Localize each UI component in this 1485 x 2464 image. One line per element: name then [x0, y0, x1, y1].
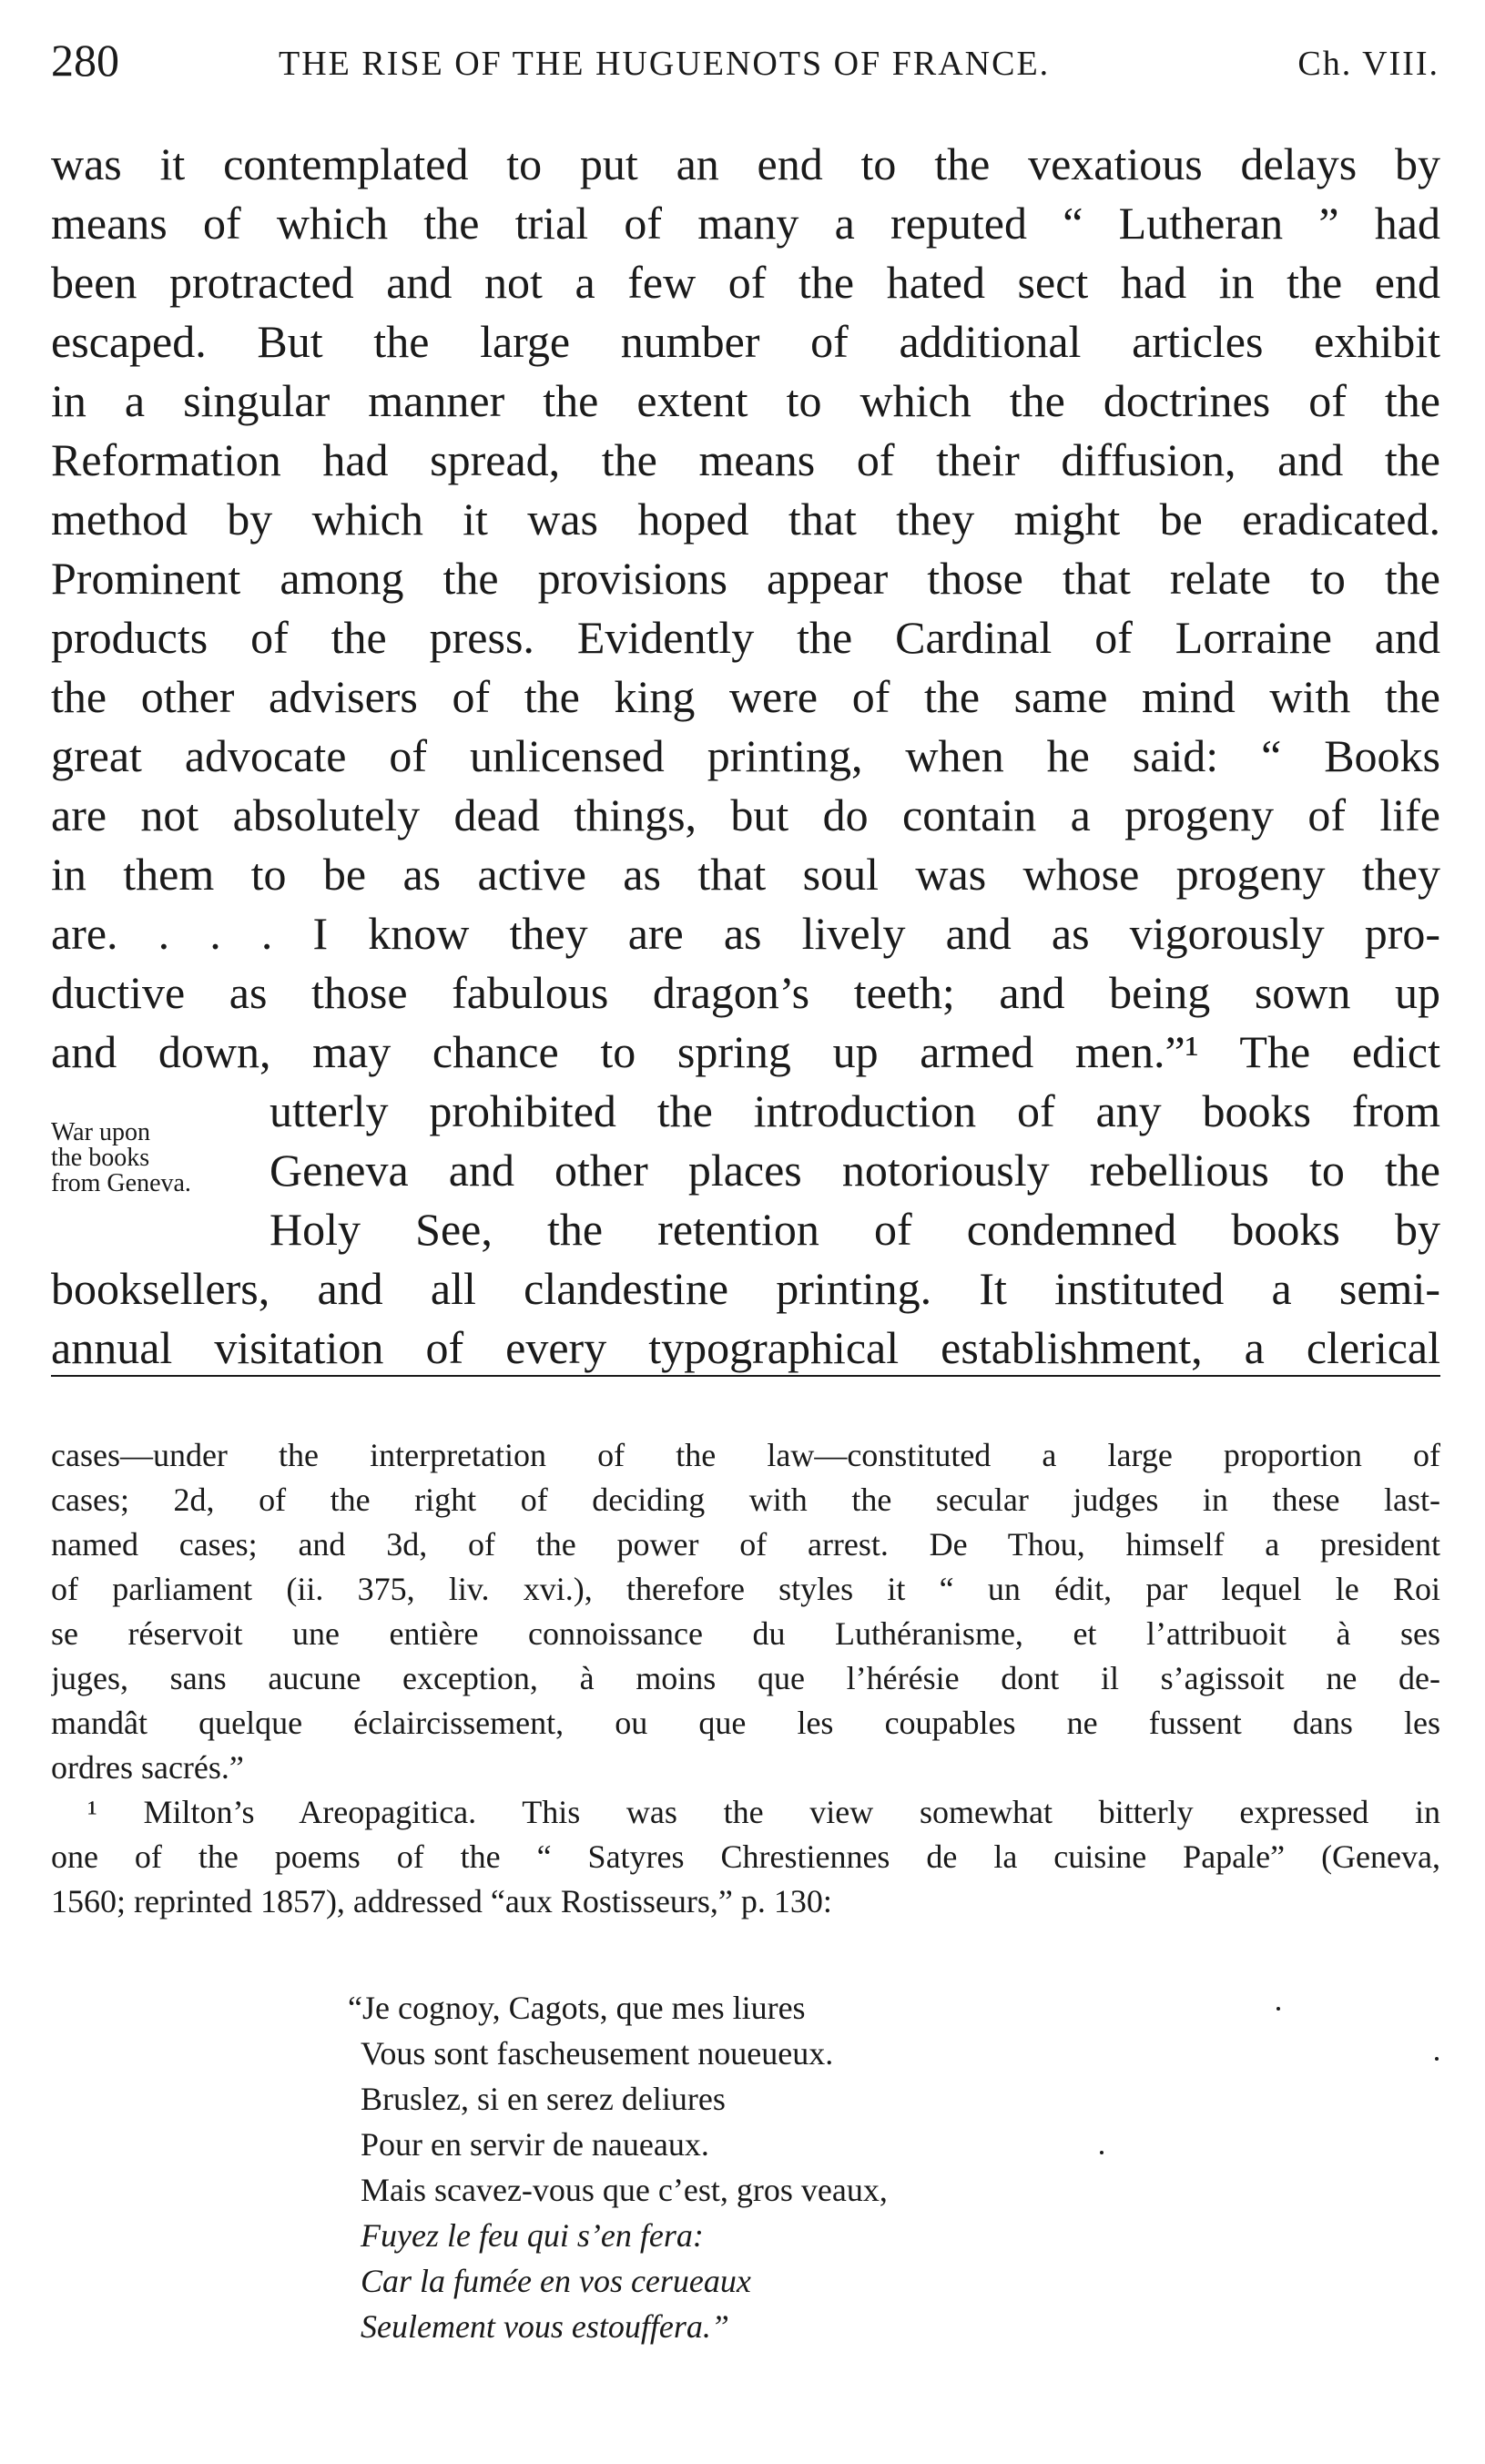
margin-note-line: the books	[51, 1144, 150, 1172]
print-speck	[1276, 2007, 1280, 2011]
poem-line: Seulement vous estouffera.”	[361, 2308, 729, 2345]
main-text	[51, 135, 1440, 1378]
footnote-line: cases; 2d, of the right of deciding with the secular judges in these last-	[51, 1481, 1440, 1518]
footnote-line: cases—under the interpretation of the law—constituted a large proportion of	[51, 1437, 1440, 1473]
poem-line: Vous sont fascheusement noueueux.	[361, 2035, 834, 2072]
margin-note	[51, 1120, 251, 1196]
text-line: and down, may chance to spring up armed men.”¹ The edict	[51, 1026, 1440, 1077]
text-line: annual visitation of every typographical establishment, a clerical	[51, 1322, 1440, 1373]
poem	[348, 1985, 1107, 2349]
text-line: in them to be as active as that soul was whose progeny they	[51, 849, 1440, 900]
footnote-line: of parliament (ii. 375, liv. xvi.), therefore styles it “ un édit, par lequel le Roi	[51, 1571, 1440, 1607]
print-speck	[1435, 2057, 1439, 2061]
text-line: Reformation had spread, the means of their diffusion, and the	[51, 434, 1440, 485]
footnote-line: 1560; reprinted 1857), addressed “aux Rostisseurs,” p. 130:	[51, 1883, 832, 1919]
footnote-line: ordres sacrés.”	[51, 1749, 244, 1786]
poem-line: Mais scavez-vous que c’est, gros veaux,	[361, 2172, 888, 2208]
text-line: ductive as those fabulous dragon’s teeth; and being sown up	[51, 967, 1440, 1018]
text-line: great advocate of unlicensed printing, when he said: “ Books	[51, 730, 1440, 781]
text-line: are not absolutely dead things, but do contain a progeny of life	[51, 789, 1440, 840]
footnotes	[51, 1433, 1440, 1924]
poem-line: Car la fumée en vos cerueaux	[361, 2263, 751, 2299]
text-line: means of which the trial of many a reputed “ Lutheran ” had	[51, 198, 1440, 249]
page-number: 280	[51, 35, 119, 86]
footnote-line: ¹ Milton’s Areopagitica. This was the view somewhat bitterly expressed in	[87, 1794, 1440, 1830]
text-line: products of the press. Evidently the Cardinal of Lorraine and	[51, 612, 1440, 663]
margin-note-line: from Geneva.	[51, 1169, 191, 1197]
text-line: utterly prohibited the introduction of any books from	[270, 1085, 1440, 1136]
book-title: THE RISE OF THE HUGUENOTS OF FRANCE.	[279, 45, 1051, 83]
text-line: booksellers, and all clandestine printing. It instituted a semi-	[51, 1263, 1440, 1314]
text-line: in a singular manner the extent to which the doctrines of the	[51, 375, 1440, 426]
text-line: method by which it was hoped that they might be eradicated.	[51, 494, 1440, 545]
poem-line: Pour en servir de naueaux.	[361, 2126, 709, 2163]
text-line: are. . . . I know they are as lively and as vigorously pro-	[51, 908, 1440, 959]
running-head	[51, 35, 1439, 86]
footnote-line: se réservoit une entière connoissance du Luthéranisme, et l’attribuoit à ses	[51, 1615, 1440, 1652]
text-line: Geneva and other places notoriously rebellious to the	[270, 1145, 1440, 1196]
text-line: been protracted and not a few of the hated sect had in the end	[51, 257, 1440, 308]
poem-line: Bruslez, si en serez deliures	[361, 2081, 726, 2117]
footnote-line: named cases; and 3d, of the power of arrest. De Thou, himself a president	[51, 1526, 1440, 1563]
footnote-line: juges, sans aucune exception, à moins que l’hérésie dont il s’agissoit ne de-	[51, 1660, 1440, 1696]
margin-note-line: War upon	[51, 1118, 150, 1146]
text-line: escaped. But the large number of additional articles exhibit	[51, 316, 1440, 367]
footnote-line: mandât quelque éclaircissement, ou que les coupables ne fussent dans les	[51, 1705, 1440, 1741]
text-line: the other advisers of the king were of the same mind with the	[51, 671, 1440, 722]
text-line: Holy See, the retention of condemned books by	[270, 1204, 1440, 1255]
footnote-line: one of the poems of the “ Satyres Chrestiennes de la cuisine Papale” (Geneva,	[51, 1838, 1440, 1875]
print-speck	[1100, 2151, 1104, 2154]
chapter-label: Ch. VIII.	[1297, 45, 1439, 83]
poem-line: Fuyez le feu qui s’en fera:	[361, 2217, 704, 2254]
text-line: Prominent among the provisions appear those that relate to the	[51, 553, 1440, 604]
poem-line: “Je cognoy, Cagots, que mes liures	[348, 1990, 806, 2026]
footnote-rule	[51, 1375, 1440, 1377]
text-line: was it contemplated to put an end to the vexatious delays by	[51, 138, 1440, 189]
